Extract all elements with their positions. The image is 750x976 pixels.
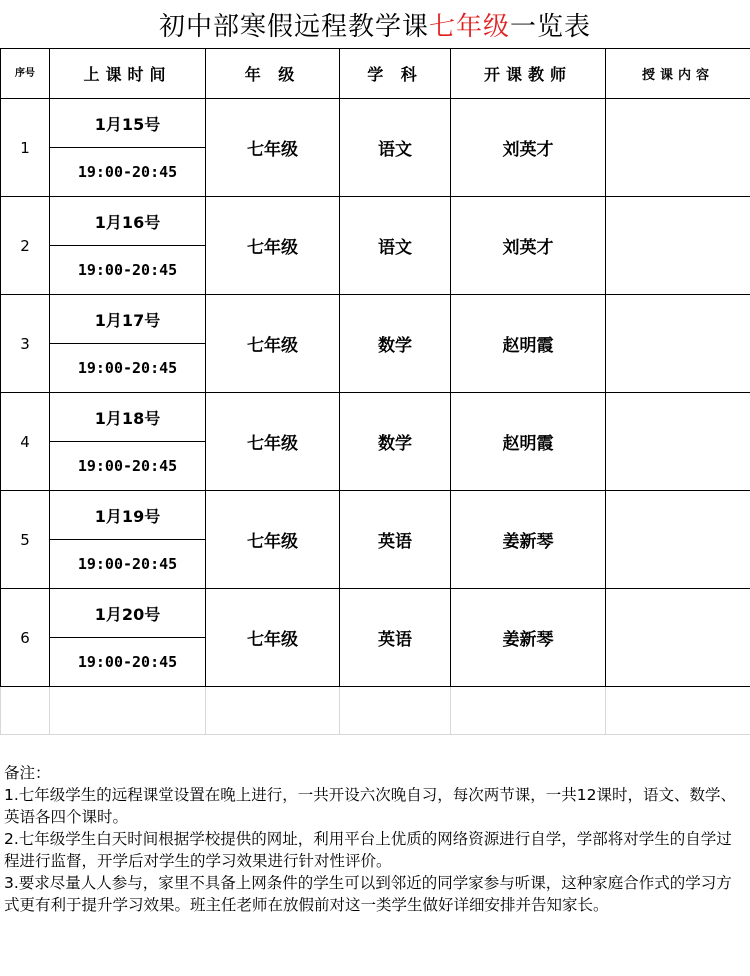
cell-grade: 七年级 (206, 589, 340, 687)
cell-grade: 七年级 (206, 99, 340, 197)
header-content: 授课内容 (606, 49, 750, 99)
cell-time (50, 589, 206, 687)
cell-time-slot: 19:00-20:45 (77, 359, 178, 377)
cell-content (606, 295, 750, 393)
cell-time (50, 295, 206, 393)
empty-cell (1, 687, 50, 735)
empty-cell (340, 687, 451, 735)
header-grade: 年 级 (206, 49, 340, 99)
cell-time-slot: 19:00-20:45 (77, 457, 178, 475)
note-item: 2.七年级学生白天时间根据学校提供的网址，利用平台上优质的网络资源进行自学，学部将对学生的自学过程进行监督，开学后对学生的学习效果进行针对性评价。 (4, 830, 732, 870)
cell-no: 3 (1, 295, 50, 393)
cell-no: 2 (1, 197, 50, 295)
table-row (1, 295, 750, 393)
title-highlight: 七年级 (428, 11, 510, 42)
schedule-table (0, 48, 750, 735)
table-header-row (1, 49, 750, 99)
cell-grade: 七年级 (206, 197, 340, 295)
cell-time-slot: 19:00-20:45 (77, 653, 178, 671)
table-row (1, 197, 750, 295)
title-prefix: 初中部寒假远程教学课 (158, 11, 429, 42)
note-item: 3.要求尽量人人参与，家里不具备上网条件的学生可以到邻近的同学家参与听课，这种家庭合作式的学习方式更有利于提升学习效果。班主任老师在放假前对这一类学生做好详细安排并告知家长。 (4, 874, 732, 914)
cell-subject: 数学 (340, 295, 451, 393)
cell-date: 1月20号 (50, 589, 205, 638)
cell-time-slot: 19:00-20:45 (77, 163, 178, 181)
cell-teacher: 赵明霞 (451, 295, 606, 393)
cell-subject: 语文 (340, 99, 451, 197)
cell-date: 1月17号 (50, 295, 205, 344)
cell-time (50, 197, 206, 295)
table-row (1, 99, 750, 197)
cell-date: 1月15号 (50, 99, 205, 148)
cell-teacher: 姜新琴 (451, 491, 606, 589)
cell-content (606, 99, 750, 197)
cell-date: 1月18号 (50, 393, 205, 442)
cell-time-slot: 19:00-20:45 (77, 261, 178, 279)
cell-no: 1 (1, 99, 50, 197)
cell-subject: 英语 (340, 491, 451, 589)
table-row (1, 393, 750, 491)
cell-date: 1月16号 (50, 197, 205, 246)
table-row (1, 589, 750, 687)
header-time: 上课时间 (50, 49, 206, 99)
cell-time (50, 491, 206, 589)
cell-date: 1月19号 (50, 491, 205, 540)
cell-time-slot: 19:00-20:45 (77, 555, 178, 573)
cell-grade: 七年级 (206, 393, 340, 491)
cell-content (606, 197, 750, 295)
notes-heading: 备注： (4, 764, 51, 782)
cell-subject: 语文 (340, 197, 451, 295)
empty-cell (206, 687, 340, 735)
notes-section (4, 762, 746, 916)
cell-no: 5 (1, 491, 50, 589)
empty-row (1, 687, 750, 735)
empty-cell (606, 687, 750, 735)
cell-grade: 七年级 (206, 295, 340, 393)
header-subject: 学 科 (340, 49, 451, 99)
empty-cell (451, 687, 606, 735)
cell-time (50, 393, 206, 491)
title-suffix: 一览表 (510, 11, 592, 42)
header-teacher: 开课教师 (451, 49, 606, 99)
cell-teacher: 刘英才 (451, 197, 606, 295)
cell-teacher: 姜新琴 (451, 589, 606, 687)
cell-grade: 七年级 (206, 491, 340, 589)
cell-content (606, 393, 750, 491)
cell-subject: 英语 (340, 589, 451, 687)
cell-subject: 数学 (340, 393, 451, 491)
page-title (0, 0, 750, 48)
cell-no: 6 (1, 589, 50, 687)
note-item: 1.七年级学生的远程课堂设置在晚上进行，一共开设六次晚自习，每次两节课，一共12课时，语文、数学、英语各四个课时。 (4, 786, 737, 826)
table-row (1, 491, 750, 589)
cell-time (50, 99, 206, 197)
cell-no: 4 (1, 393, 50, 491)
cell-teacher: 赵明霞 (451, 393, 606, 491)
empty-cell (50, 687, 206, 735)
header-no: 序号 (1, 49, 50, 99)
cell-teacher: 刘英才 (451, 99, 606, 197)
cell-content (606, 491, 750, 589)
cell-content (606, 589, 750, 687)
